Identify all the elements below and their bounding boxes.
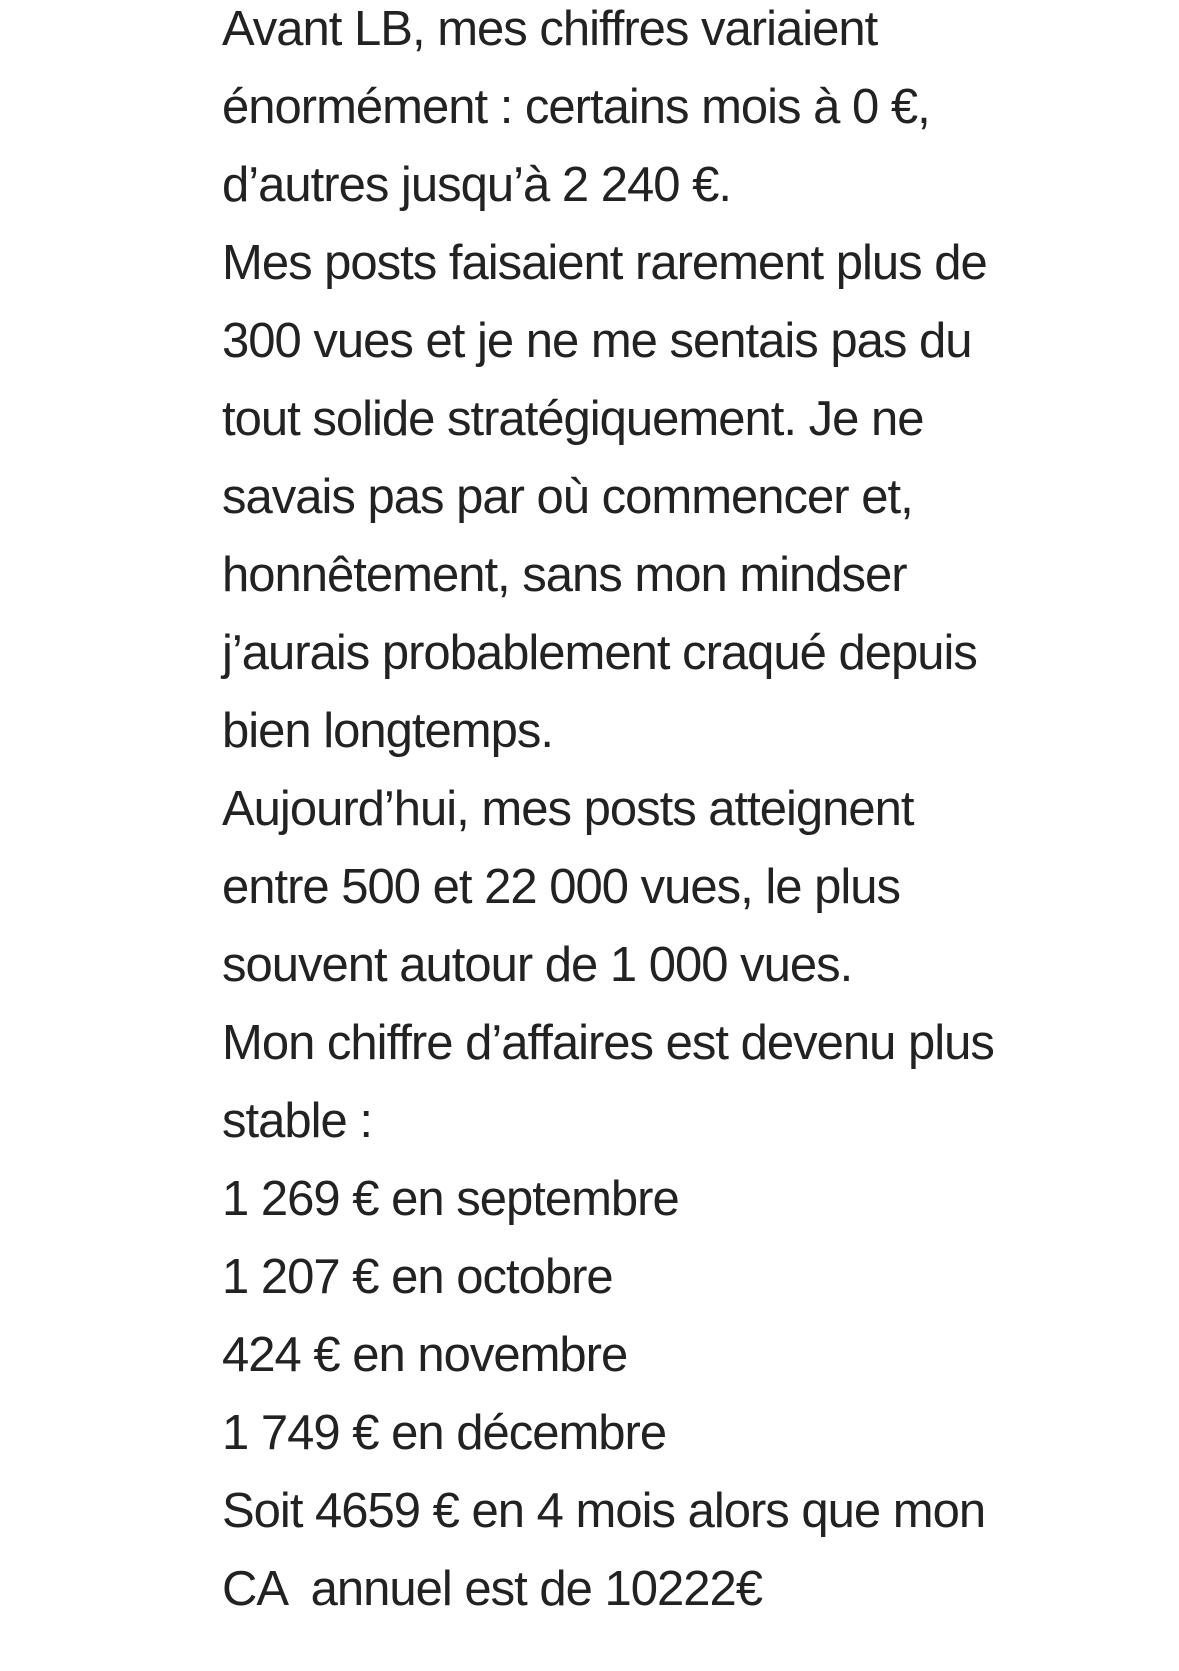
text-line: 1 207 € en octobre [222,1250,613,1304]
text-line: tout solide stratégiquement. Je ne [222,392,924,446]
text-line: entre 500 et 22 000 vues, le plus [222,860,901,914]
text-line: énormément : certains mois à 0 €, [222,80,930,134]
text-line: j’aurais probablement craqué depuis [222,626,977,680]
text-line: Aujourd’hui, mes posts atteignent [222,782,914,836]
text-line: stable : [222,1094,372,1148]
text-line: CA annuel est de 10222€ [222,1562,762,1616]
text-line: honnêtement, sans mon mindser [222,548,907,602]
text-line: d’autres jusqu’à 2 240 €. [222,158,731,212]
text-line: 1 749 € en décembre [222,1406,667,1460]
text-line: Mes posts faisaient rarement plus de [222,236,987,290]
text-line: Avant LB, mes chiffres variaient [222,2,878,56]
text-line: 424 € en novembre [222,1328,628,1382]
text-line: bien longtemps. [222,704,553,758]
text-line: Mon chiffre d’affaires est devenu plus [222,1016,994,1070]
testimonial-text-block [222,0,1142,1628]
text-line: Soit 4659 € en 4 mois alors que mon [222,1484,986,1538]
text-line: savais pas par où commencer et, [222,470,913,524]
text-line: 300 vues et je ne me sentais pas du [222,314,972,368]
text-line: souvent autour de 1 000 vues. [222,938,853,992]
text-line: 1 269 € en septembre [222,1172,679,1226]
